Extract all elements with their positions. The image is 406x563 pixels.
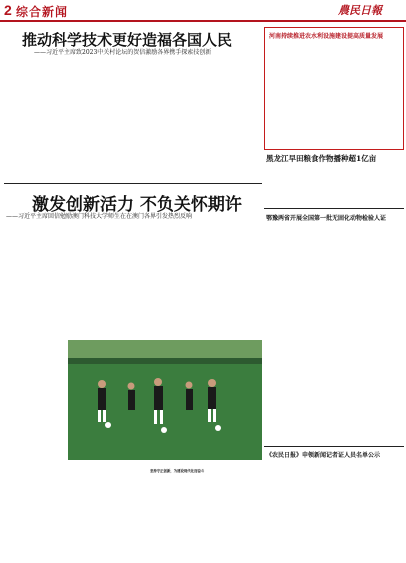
divider — [264, 208, 404, 209]
lead-story-body-left — [4, 222, 64, 392]
right-story-4-body — [266, 461, 402, 559]
top-story-body-mid — [88, 60, 170, 180]
top-story-body-right — [174, 60, 260, 180]
lead-story-lower-body — [4, 476, 262, 558]
newspaper-logo: 農民日報 — [338, 5, 382, 17]
right-story-2-body — [266, 166, 402, 206]
divider — [4, 183, 262, 184]
right-story-4-headline: 《农民日报》申领新闻记者证人员名单公示 — [266, 452, 381, 459]
right-story-2-headline: 黑龙江早田粮食作物播种超1亿亩 — [266, 154, 377, 163]
divider — [264, 446, 404, 447]
lead-story-subhead: ——习近平主席回信勉励澳门科技大学师生在在澳门各界引发热烈反响 — [6, 213, 193, 220]
top-story-body-left — [4, 60, 84, 180]
lead-story-mid-heading: 坚持守正创新，为建设现代化而奋斗 — [150, 469, 205, 473]
right-story-3-headline: 鄂豫两省开展全国第一批无固化动物检验人证 — [266, 215, 387, 222]
section-title: 综合新闻 — [16, 5, 69, 19]
top-story-headline: 推动科学技术更好造福各国人民 — [22, 31, 233, 49]
header-rule — [0, 20, 406, 22]
right-box-headline: 河南持续推进农水利设施建设提高质量发展 — [269, 33, 384, 40]
right-box-body — [269, 42, 399, 146]
page-number: 2 — [4, 2, 12, 18]
lead-story-headline: 激发创新活力 不负关怀期许 — [32, 195, 242, 215]
right-story-3-body — [266, 224, 402, 444]
page-header — [0, 0, 406, 22]
right-box — [264, 27, 404, 150]
football-training-photo — [68, 340, 262, 460]
top-story-subhead: ——习近平主席致2023中关村论坛的贺信激励各界携手探索技创新 — [34, 49, 212, 56]
